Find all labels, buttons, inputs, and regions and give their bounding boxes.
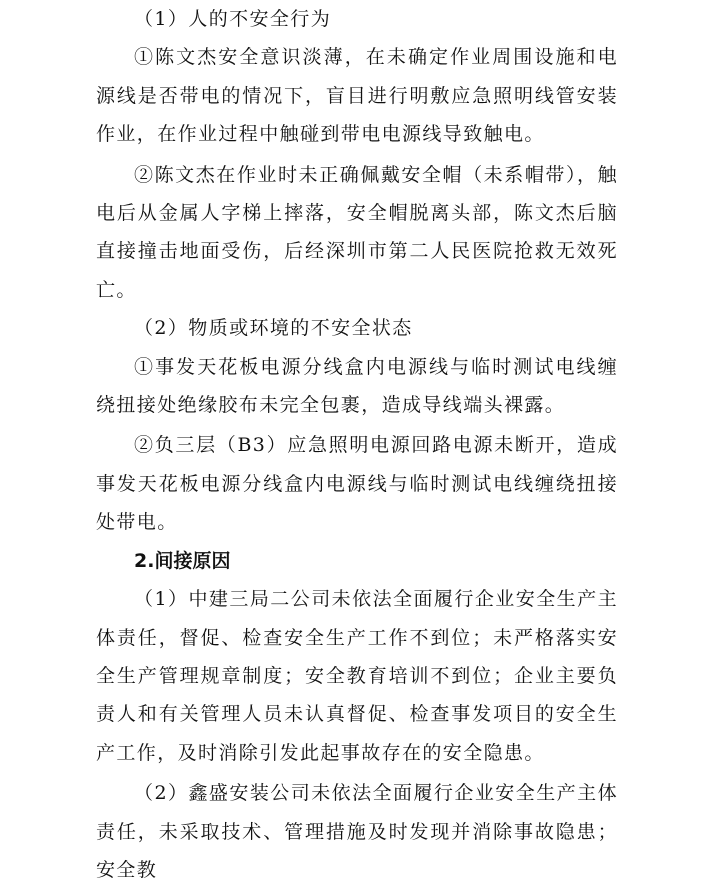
paragraph-unsafe-behavior-1: ①陈文杰安全意识淡薄，在未确定作业周围设施和电源线是否带电的情况下，盲目进行明敷应急照明线管安装作业，在作业过程中触碰到带电电源线导致触电。: [96, 46, 618, 146]
subsection-heading-unsafe-conditions: （2）物质或环境的不安全状态: [134, 317, 413, 340]
paragraph-unsafe-conditions-1: ①事发天花板电源分线盒内电源线与临时测试电线缠绕扭接处绝缘胶布未完全包裹，造成导线端头裸露。: [96, 355, 618, 417]
section-heading-indirect-causes: 2.间接原因: [134, 549, 231, 572]
paragraph-indirect-cause-1: （1）中建三局二公司未依法全面履行企业安全生产主体责任，督促、检查安全生产工作不到位；未严格落实安全生产管理规章制度；安全教育培训不到位；企业主要负责人和有关管理人员未认真督促、检查事发项目的安全生产工作，及时消除引发此起事故存在的安全隐患。: [96, 588, 618, 764]
paragraph-unsafe-behavior-2: ②陈文杰在作业时未正确佩戴安全帽（未系帽带），触电后从金属人字梯上摔落，安全帽脱离头部，陈文杰后脑直接撞击地面受伤，后经深圳市第二人民医院抢救无效死亡。: [96, 163, 618, 301]
paragraph-indirect-cause-2: （2）鑫盛安装公司未依法全面履行企业安全生产主体责任，未采取技术、管理措施及时发现并消除事故隐患；安全教: [96, 782, 618, 881]
paragraph-unsafe-conditions-2: ②负三层（B3）应急照明电源回路电源未断开，造成事发天花板电源分线盒内电源线与临时测试电线缠绕扭接处带电。: [96, 434, 618, 534]
document-page: [96, 0, 618, 889]
subsection-heading-unsafe-behavior: （1）人的不安全行为: [134, 8, 332, 30]
